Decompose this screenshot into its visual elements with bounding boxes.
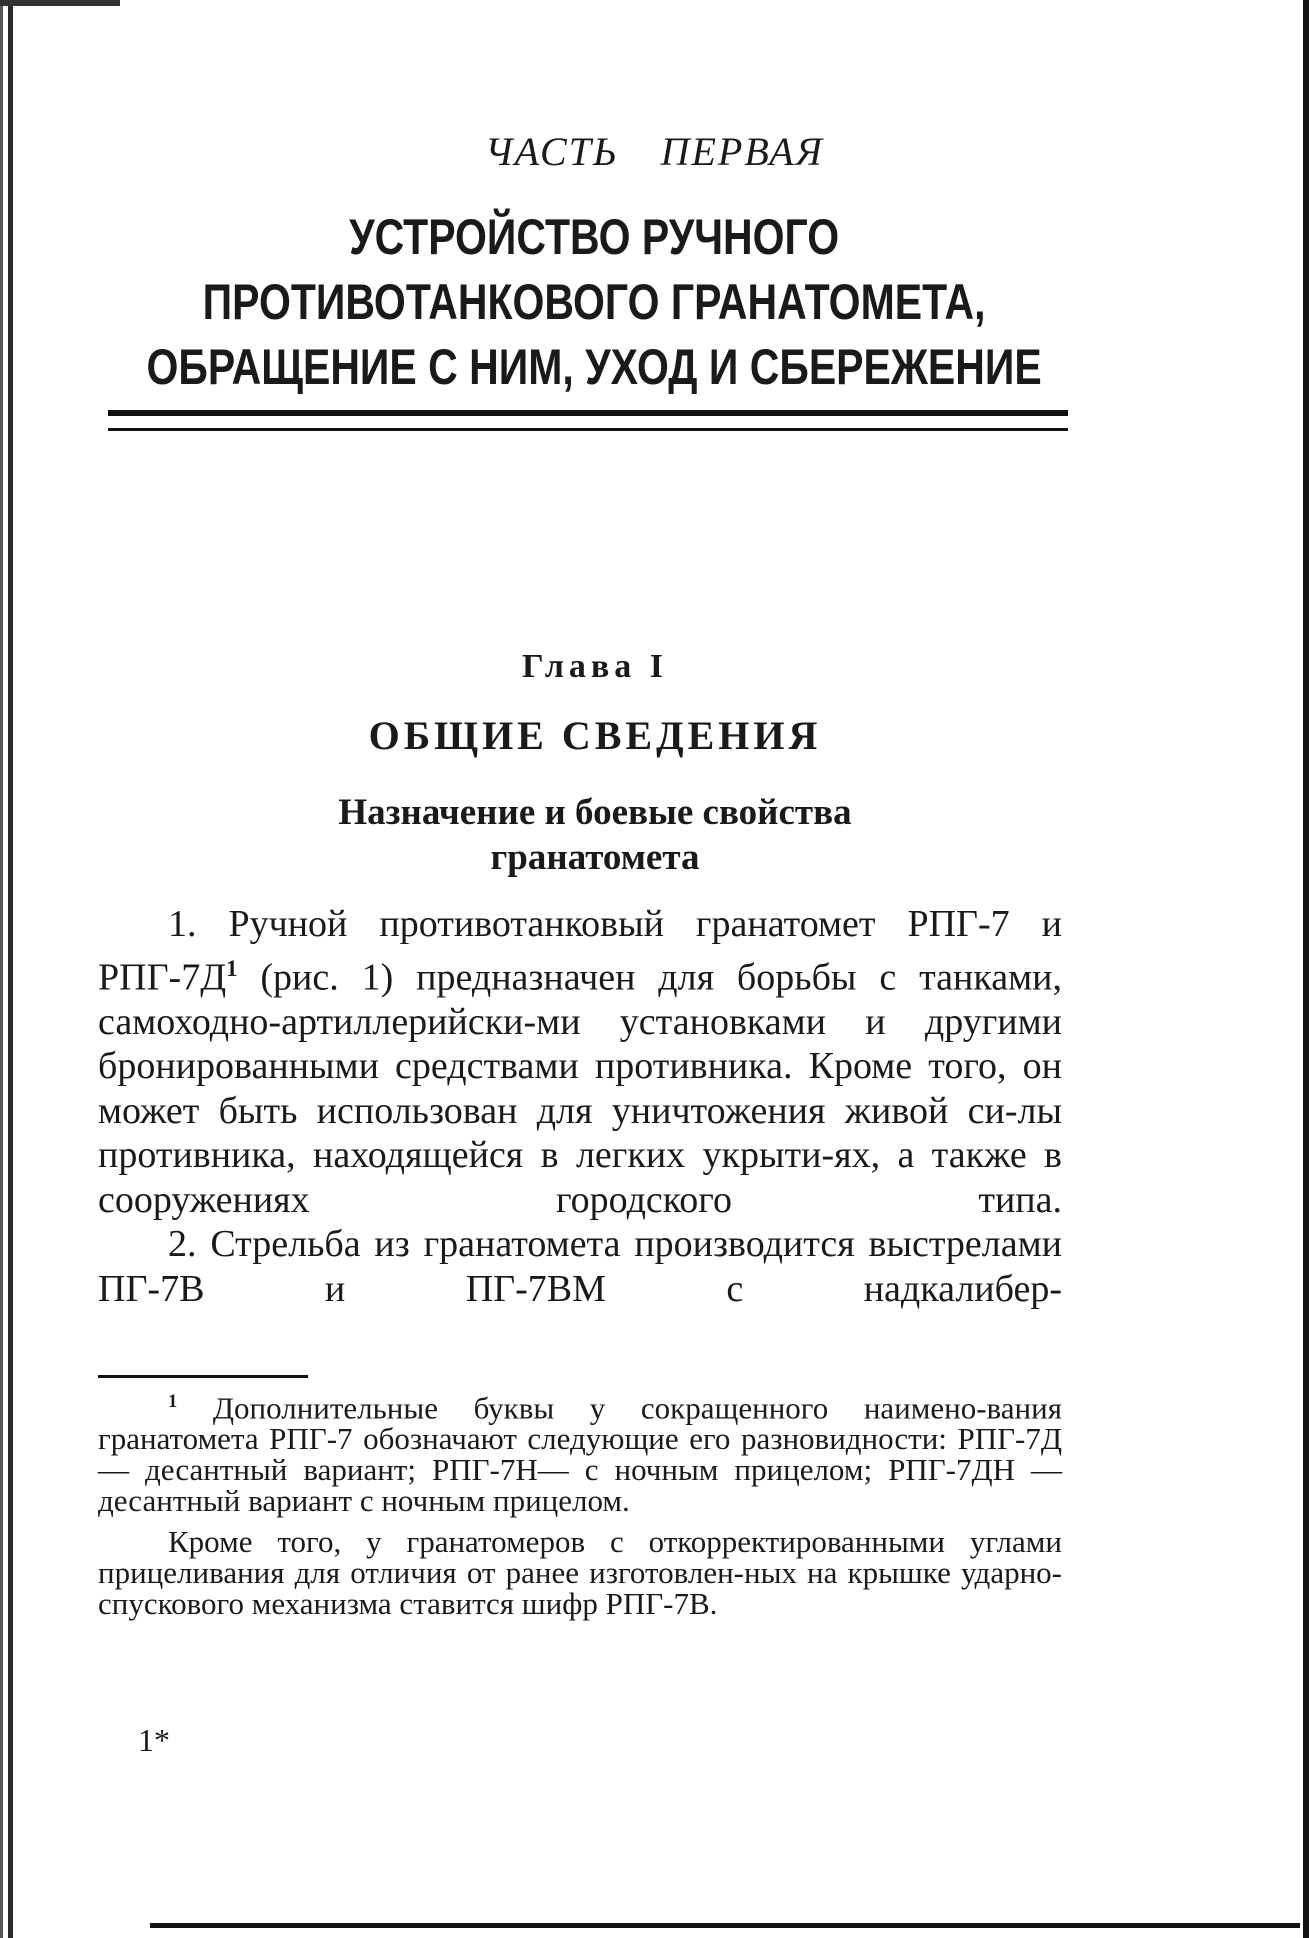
scan-edge-right [1303,0,1309,1938]
part-heading: ЧАСТЬ ПЕРВАЯ [485,129,824,174]
scan-edge-top [0,0,120,6]
footnote-1-text: Дополнительные буквы у сокращенного наимено-вания гранатомета РПГ-7 обозначают следующие его разновидности: РПГ-7Д — десантный вариант; РПГ-7Н— с ночным прицелом; РПГ-7ДН — десантный вариант с ночным прицелом. [98,1390,1062,1519]
body-text [98,902,1062,1311]
signature-mark: 1* [138,1722,170,1758]
footnote-2: Кроме того, у гранатомеров с откорректированными углами прицеливания для отличия от ранее изготовлен-ных на крышке ударно-спускового механизма ставится шифр РПГ-7В. [98,1524,1062,1622]
scan-edge-left-outer [0,0,3,1938]
part-title-line-3: ОБРАЩЕНИЕ С НИМ, УХОД И СБЕРЕЖЕНИЕ [146,339,1042,395]
footnote-ref-1: 1 [226,955,238,981]
paragraph-2: 2. Стрельба из гранатомета производится выстрелами ПГ-7В и ПГ-7ВМ с надкалибер- [98,1223,1062,1310]
footnote-1 [98,1386,1062,1519]
chapter-label: Глава I [522,648,668,685]
title-rule-thin [108,428,1068,431]
title-rule-thick [108,410,1068,416]
scan-edge-bottom [150,1923,1300,1928]
paragraph-1 [98,902,1062,1222]
footnote-mark-1: 1 [168,1391,178,1412]
footnotes [98,1386,1062,1622]
scan-edge-left [8,0,13,1938]
section-heading-line-1: Назначение и боевые свойства [338,792,852,833]
part-title [106,205,1082,400]
chapter-title: ОБЩИЕ СВЕДЕНИЯ [368,713,822,758]
paragraph-1-rest: (рис. 1) предназначен для борьбы с танками, самоходно-артиллерийски-ми установками и другими бронированными средствами противника. Кроме того, он может быть использован для уничтожения живой си-лы противника, находящейся в легких укрыти-ях, а также в сооружениях городского типа. [98,956,1062,1221]
section-heading-line-2: гранатомета [490,837,700,878]
section-heading [0,790,1190,880]
part-title-line-2: ПРОТИВОТАНКОВОГО ГРАНАТОМЕТА, [202,274,986,330]
part-title-line-1: УСТРОЙСТВО РУЧНОГО [349,209,840,265]
paragraph-1-start: 1. Ручной противотанковый гранатомет РПГ-7 и РПГ-7Д [98,903,1062,999]
footnote-rule [98,1375,308,1378]
